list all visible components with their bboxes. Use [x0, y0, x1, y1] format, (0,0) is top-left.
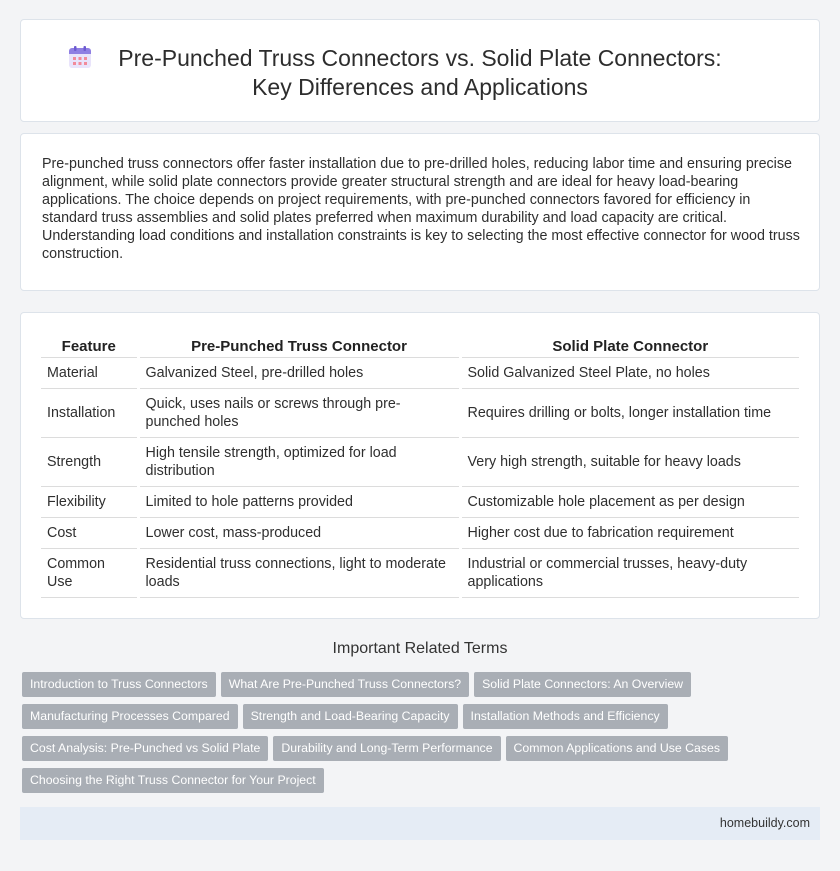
- row-pre-punched: Residential truss connections, light to moderate loads: [138, 548, 460, 597]
- row-feature: Strength: [41, 437, 138, 486]
- intro-card: [20, 133, 820, 291]
- row-feature: Common Use: [41, 548, 138, 597]
- intro-paragraph: Pre-punched truss connectors offer faster installation due to pre-drilled holes, reducing labor time and ensuring precise alignment, while solid plate connectors provide greater structural strength and are ideal for heavy load-bearing applications. The choice depends on project requirements, with pre-punched connectors favored for efficiency in standard truss assemblies and solid plates preferred when maximum durability and load capacity are critical. Understanding load conditions and installation constraints is key to selecting the most effective connector for wood truss construction.: [42, 156, 800, 262]
- related-tag[interactable]: Durability and Long-Term Performance: [273, 736, 500, 761]
- header-solid-plate: Solid Plate Connector: [460, 334, 799, 357]
- table-row: [41, 486, 799, 517]
- row-feature: Cost: [41, 517, 138, 548]
- row-solid-plate: Higher cost due to fabrication requirement: [460, 517, 799, 548]
- row-pre-punched: High tensile strength, optimized for load distribution: [138, 437, 460, 486]
- related-tag[interactable]: Cost Analysis: Pre-Punched vs Solid Plate: [22, 736, 268, 761]
- table-header-row: [41, 334, 799, 357]
- related-tag[interactable]: Manufacturing Processes Compared: [22, 704, 238, 729]
- row-pre-punched: Limited to hole patterns provided: [138, 486, 460, 517]
- related-tag[interactable]: Common Applications and Use Cases: [506, 736, 728, 761]
- comparison-table-card: [20, 312, 820, 619]
- row-solid-plate: Customizable hole placement as per design: [460, 486, 799, 517]
- page-title: Pre-Punched Truss Connectors vs. Solid Plate Connectors: Key Differences and Applications: [118, 45, 722, 100]
- table-row: [41, 357, 799, 388]
- row-feature: Material: [41, 357, 138, 388]
- row-solid-plate: Solid Galvanized Steel Plate, no holes: [460, 357, 799, 388]
- footer: [20, 807, 820, 840]
- related-tag[interactable]: Introduction to Truss Connectors: [22, 672, 216, 697]
- table-row: [41, 437, 799, 486]
- row-pre-punched: Lower cost, mass-produced: [138, 517, 460, 548]
- related-tag[interactable]: What Are Pre-Punched Truss Connectors?: [221, 672, 469, 697]
- related-tag[interactable]: Installation Methods and Efficiency: [463, 704, 668, 729]
- row-solid-plate: Industrial or commercial trusses, heavy-duty applications: [460, 548, 799, 597]
- title-card: [20, 19, 820, 122]
- header-pre-punched: Pre-Punched Truss Connector: [138, 334, 460, 357]
- row-solid-plate: Very high strength, suitable for heavy loads: [460, 437, 799, 486]
- comparison-table: [41, 334, 799, 598]
- row-feature: Flexibility: [41, 486, 138, 517]
- table-row: [41, 388, 799, 437]
- related-tag[interactable]: Choosing the Right Truss Connector for Your Project: [22, 768, 324, 793]
- row-solid-plate: Requires drilling or bolts, longer installation time: [460, 388, 799, 437]
- row-pre-punched: Galvanized Steel, pre-drilled holes: [138, 357, 460, 388]
- related-terms-heading: Important Related Terms: [332, 640, 508, 657]
- related-tag[interactable]: Strength and Load-Bearing Capacity: [243, 704, 458, 729]
- table-row: [41, 548, 799, 597]
- table-row: [41, 517, 799, 548]
- header-feature: Feature: [41, 334, 138, 357]
- row-pre-punched: Quick, uses nails or screws through pre-punched holes: [138, 388, 460, 437]
- footer-site-link[interactable]: homebuildy.com: [719, 816, 810, 830]
- row-feature: Installation: [41, 388, 138, 437]
- related-tag[interactable]: Solid Plate Connectors: An Overview: [474, 672, 691, 697]
- related-terms-tags: [22, 672, 812, 800]
